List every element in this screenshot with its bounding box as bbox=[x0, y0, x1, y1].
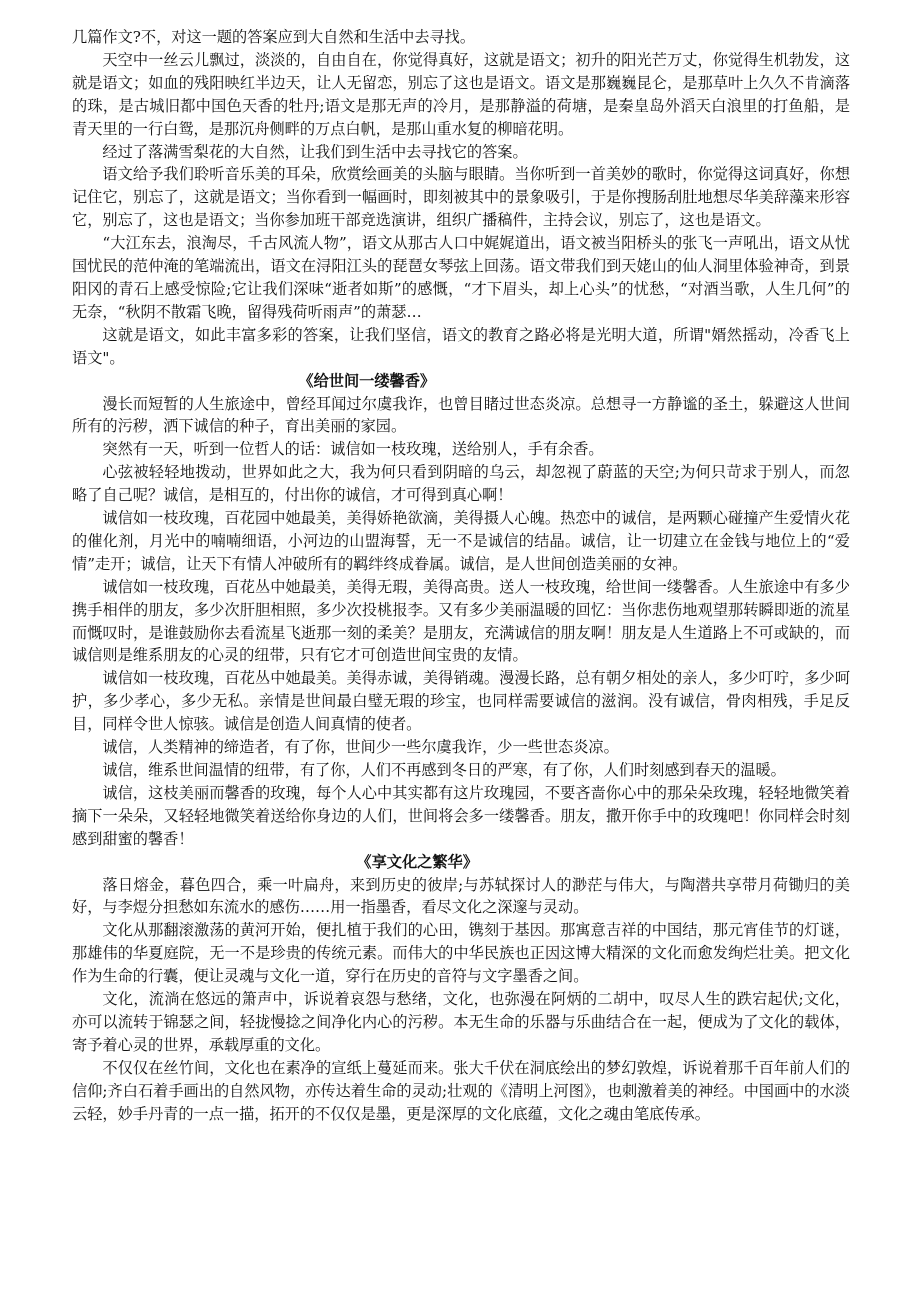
paragraph: 诚信，人类精神的缔造者，有了你，世间少一些尔虞我诈，少一些世态炎凉。 bbox=[102, 738, 619, 757]
paragraph: 心弦被轻轻地拨动，世界如此之大，我为何只看到阴暗的乌云，却忽视了蔚蓝的天空;为何只苛求于别人，而忽略了自己呢？诚信，是相互的，付出你的诚信，才可得到真心啊！ bbox=[72, 463, 850, 505]
paragraph: 几篇作文?不，对这一题的答案应到大自然和生活中去寻找。 bbox=[72, 28, 476, 46]
essay-wenhua bbox=[72, 851, 850, 1126]
essay-title: 《享文化之繁华》 bbox=[356, 852, 478, 871]
paragraph: 漫长而短暂的人生旅途中，曾经耳闻过尔虞我诈，也曾目睹过世态炎凉。总想寻一方静谧的圣土，躲避这人世间所有的污秽，洒下诚信的种子，育出美丽的家园。 bbox=[72, 394, 850, 436]
paragraph: 天空中一丝云儿飘过，淡淡的，自由自在，你觉得真好，这就是语文；初升的阳光芒万丈，你觉得生机勃发，这就是语文；如血的残阳映红半边天，让人无留恋，别忘了这也是语文。语文是那巍巍昆仑，是那草叶上久久不肯滴落的珠，是古城旧都中国色天香的牡丹;语文是那无声的冷月，是那静溢的荷塘，是秦皇岛外滔天白浪里的打鱼船，是青天里的一行白鸳，是那沉舟侧畔的万点白帆，是那山重水复的柳暗花明。 bbox=[72, 50, 850, 138]
paragraph: 诚信，这枝美丽而馨香的玫瑰，每个人心中其实都有这片玫瑰园，不要吝啬你心中的那朵朵玫瑰，轻轻地微笑着摘下一朵朵，又轻轻地微笑着送给你身边的人们，世间将会多一缕馨香。朋友，撒开你手中的玫瑰吧！你同样会时刻感到甜蜜的馨香！ bbox=[72, 783, 850, 848]
paragraph: 这就是语文，如此丰富多彩的答案，让我们坚信，语文的教育之路必将是光明大道，所谓"婿然摇动，冷香飞上语文"。 bbox=[72, 325, 850, 367]
paragraph: 经过了落满雪梨花的大自然，让我们到生活中去寻找它的答案。 bbox=[102, 142, 528, 161]
essay-title: 《给世间一缕馨香》 bbox=[298, 371, 436, 390]
paragraph: 落日熔金，暮色四合，乘一叶扁舟，来到历史的彼岸;与苏轼探讨人的渺茫与伟大，与陶潜共享带月荷锄归的美好，与李煜分担愁如东流水的感伤……用一指墨香，看尽文化之深邃与灵动。 bbox=[72, 875, 850, 917]
paragraph: 诚信如一枝玫瑰，百花丛中她最美。美得赤诚，美得销魂。漫漫长路，总有朝夕相处的亲人，多少叮咛，多少呵护，多少孝心，多少无私。亲情是世间最白璧无瑕的珍宝，也同样需要诚信的滋润。没有诚信，骨肉相残，手足反目，同样令世人惊骇。诚信是创造人间真情的使者。 bbox=[72, 669, 850, 734]
paragraph: 文化从那翻滚激荡的黄河开始，便扎植于我们的心田，镌刻于基因。那寓意吉祥的中国结，那元宵佳节的灯谜，那雄伟的华夏庭院，无一不是珍贵的传统元素。而伟大的中华民族也正因这博大精深的文化而愈发绚烂壮美。把文化作为生命的行囊，便让灵魂与文化一道，穿行在历史的音符与文字墨香之间。 bbox=[72, 921, 850, 986]
paragraph: 诚信，维系世间温情的纽带，有了你，人们不再感到冬日的严寒，有了你，人们时刻感到春天的温暖。 bbox=[102, 761, 786, 779]
paragraph: 诚信如一枝玫瑰，百花园中她最美，美得娇艳欲滴，美得摄人心魄。热恋中的诚信，是两颗心碰撞产生爱情火花的催化剂，月光中的喃喃细语，小河边的山盟海誓，无一不是诚信的结晶。诚信，让一切建立在金钱与地位上的“爱情”走开；诚信，让天下有情人冲破所有的羁绊终成眷属。诚信，是人世间创造美丽的女神。 bbox=[72, 509, 850, 573]
paragraph: “大江东去，浪淘尽，千古风流人物”，语文从那古人口中娓娓道出，语文被当阳桥头的张飞一声吼出，语文从忧国忧民的范仲淹的笔端流出，语文在浔阳江头的琵琶女琴弦上回荡。语文带我们到天姥山的仙人洞里体验神奇，到景阳冈的青石上感受惊险;它让我们深味“逝者如斯”的感慨，“才下眉头，却上心头”的忧愁，“对酒当歌，人生几何”的无奈，“秋阴不散霜飞晚，留得残荷听雨声”的萧瑟… bbox=[72, 234, 850, 321]
paragraph: 语文给予我们聆听音乐美的耳朵，欣赏绘画美的头脑与眼睛。当你听到一首美妙的歌时，你觉得这词真好，你想记住它，别忘了，这就是语文；当你看到一幅画时，即刻被其中的景象吸引，于是你搜肠刮肚地想尽华美辞藻来形容它，别忘了，这也是语文；当你参加班干部竞选演讲，组织广播稿件，主持会议，别忘了，这也是语文。 bbox=[72, 165, 850, 230]
paragraph: 文化，流淌在悠远的箫声中，诉说着哀怨与愁绪，文化，也弥漫在阿炳的二胡中，叹尽人生的跌宕起伏;文化，亦可以流转于锦瑟之间，轻拢慢捻之间净化内心的污秽。本无生命的乐器与乐曲结合在一起，便成为了文化的载体，寄予着心灵的世界，承载厚重的文化。 bbox=[72, 990, 850, 1054]
paragraph: 不仅仅在丝竹间，文化也在素净的宣纸上蔓延而来。张大千伏在洞底绘出的梦幻敦煌，诉说着那千百年前人们的信仰;齐白石着手画出的自然风物，亦传达着生命的灵动;壮观的《清明上河图》，也刺激着美的神经。中国画中的水淡云轻，妙手丹青的一点一描，拓开的不仅仅是墨，更是深厚的文化底蕴，文化之魂由笔底传承。 bbox=[72, 1058, 850, 1123]
paragraph: 突然有一天，听到一位哲人的话：诚信如一枝玫瑰，送给别人，手有余香。 bbox=[102, 440, 604, 459]
essay-yuwen bbox=[72, 26, 850, 370]
essay-chengxin bbox=[72, 370, 850, 851]
paragraph: 诚信如一枝玫瑰，百花丛中她最美，美得无瑕，美得高贵。送人一枝玫瑰，给世间一缕馨香。人生旅途中有多少携手相伴的朋友，多少次肝胆相照，多少次投桃报李。又有多少美丽温暖的回忆：当你悲伤地观望那转瞬即逝的流星而慨叹时，是谁鼓励你去看流星飞逝那一刻的柔美？是朋友，充满诚信的朋友啊！朋友是人生道路上不可或缺的，而诚信则是维系朋友的心灵的纽带，只有它才可创造世间宝贵的友情。 bbox=[72, 577, 850, 665]
